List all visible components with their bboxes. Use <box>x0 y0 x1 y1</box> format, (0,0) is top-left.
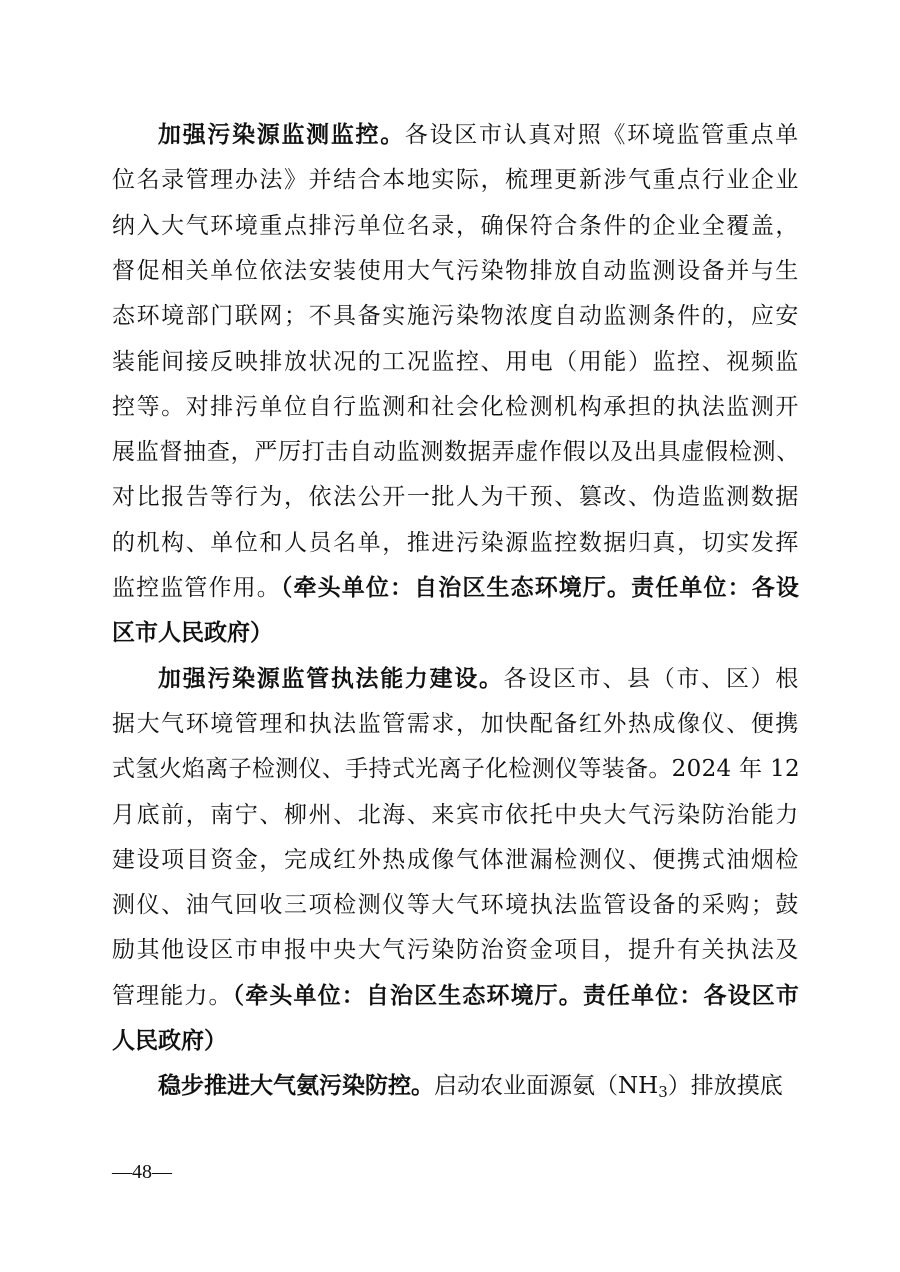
line-text <box>112 747 800 791</box>
line-text <box>112 1019 227 1063</box>
text-line <box>0 928 900 972</box>
bold-text: 稳步推进大气氨污染防控。 <box>158 1072 434 1099</box>
line-text <box>158 113 800 157</box>
line-text <box>158 1064 783 1114</box>
line-text <box>112 294 800 338</box>
text-run: 测仪、油气回收三项检测仪等大气环境执法监管设备的采购；鼓 <box>112 892 800 918</box>
line-text <box>112 883 800 927</box>
text-line <box>0 475 900 519</box>
text-line <box>0 793 900 837</box>
line-text <box>112 249 800 293</box>
bold-text: （牵头单位：自治区生态环境厅。责任单位：各设 <box>280 574 801 601</box>
bold-text: 人民政府） <box>112 1027 227 1054</box>
text-run: 励其他设区市申报中央大气污染防治资金项目，提升有关执法及 <box>112 937 800 963</box>
text-line <box>0 1064 900 1108</box>
line-text <box>112 204 800 248</box>
line-text <box>112 566 800 610</box>
text-run: 启动农业面源氨（NH <box>434 1073 659 1099</box>
line-text <box>112 928 800 972</box>
bold-text: 区市人民政府） <box>112 619 273 646</box>
text-run: 的机构、单位和人员名单，推进污染源监控数据归真，切实发挥 <box>112 530 800 556</box>
text-run: 据大气环境管理和执法监管需求，加快配备红外热成像仪、便携 <box>112 711 800 737</box>
text-run: 控等。对排污单位自行监测和社会化检测机构承担的执法监测开 <box>112 394 800 420</box>
text-line <box>0 385 900 429</box>
text-line <box>0 113 900 157</box>
text-run: 督促相关单位依法安装使用大气污染物排放自动监测设备并与生 <box>112 258 800 284</box>
text-line <box>0 611 900 655</box>
page-number: —48— <box>112 1161 172 1183</box>
text-line <box>0 974 900 1018</box>
line-text <box>112 702 800 746</box>
line-text <box>158 657 800 701</box>
text-run: 展监督抽查，严厉打击自动监测数据弄虚作假以及出具虚假检测、 <box>112 439 800 465</box>
text-run: 监控监管作用。 <box>112 575 281 601</box>
text-line <box>0 883 900 927</box>
line-text <box>112 793 800 837</box>
text-run: 式氢火焰离子检测仪、手持式光离子化检测仪等装备。2024 年 12 <box>112 756 801 782</box>
text-line <box>0 340 900 384</box>
text-run: 建设项目资金，完成红外热成像气体泄漏检测仪、便携式油烟检 <box>112 847 800 873</box>
text-run: 对比报告等行为，依法公开一批人为干预、篡改、伪造监测数据 <box>112 484 800 510</box>
text-run: 纳入大气环境重点排污单位名录，确保符合条件的企业全覆盖， <box>112 213 800 239</box>
text-line <box>0 158 900 202</box>
text-run: 装能间接反映排放状况的工况监控、用电（用能）监控、视频监 <box>112 349 800 375</box>
line-text <box>112 521 800 565</box>
text-line <box>0 657 900 701</box>
text-line <box>0 204 900 248</box>
text-line <box>0 249 900 293</box>
subscript-text: 3 <box>658 1083 668 1101</box>
line-text <box>112 430 800 474</box>
text-run: 各设区市、县（市、区）根 <box>503 666 801 692</box>
line-text <box>112 475 800 519</box>
text-line <box>0 747 900 791</box>
text-line <box>0 521 900 565</box>
line-text <box>112 611 273 655</box>
text-run: 位名录管理办法》并结合本地实际，梳理更新涉气重点行业企业 <box>112 167 800 193</box>
line-text <box>112 838 800 882</box>
line-text <box>112 158 800 202</box>
line-text <box>112 340 800 384</box>
text-run: 态环境部门联网；不具备实施污染物浓度自动监测条件的，应安 <box>112 303 800 329</box>
text-run: 各设区市认真对照《环境监管重点单 <box>404 122 800 148</box>
text-run: ）排放摸底 <box>667 1073 783 1099</box>
text-line <box>0 1019 900 1063</box>
text-run: 管理能力。 <box>112 983 233 1009</box>
bold-text: （牵头单位：自治区生态环境厅。责任单位：各设区市 <box>232 982 801 1009</box>
text-line <box>0 702 900 746</box>
line-text <box>112 974 800 1018</box>
text-line <box>0 294 900 338</box>
text-line <box>0 566 900 610</box>
text-line <box>0 838 900 882</box>
line-text <box>112 385 800 429</box>
text-line <box>0 430 900 474</box>
bold-text: 加强污染源监管执法能力建设。 <box>158 665 504 692</box>
text-run: 月底前，南宁、柳州、北海、来宾市依托中央大气污染防治能力 <box>112 802 800 828</box>
bold-text: 加强污染源监测监控。 <box>158 121 405 148</box>
